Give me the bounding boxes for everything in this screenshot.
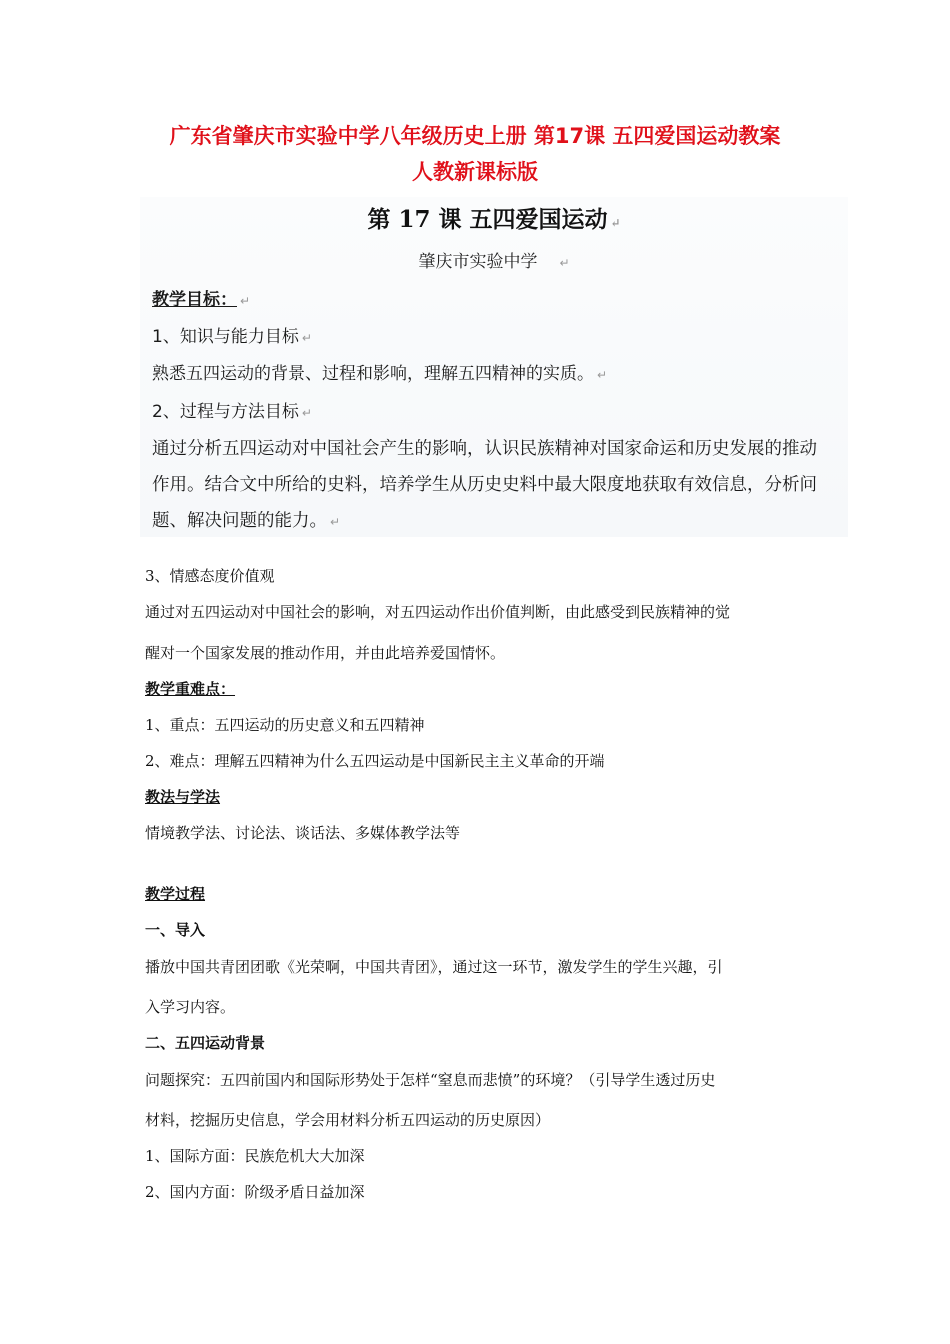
goal3-title: 3、情感态度价值观 [145,567,275,585]
document-title-line1: 广东省肇庆市实验中学八年级历史上册 第17课 五四爱国运动教案 [169,124,781,148]
paragraph-mark: ↵ [610,216,621,230]
paragraph-mark: ↵ [240,294,251,308]
key-points-heading: 教学重难点： [145,680,236,698]
lesson-title [140,205,848,238]
goal2-title-row [152,399,312,426]
section1-text-line1: 播放中国共青团团歌《光荣啊，中国共青团》，通过这一环节，激发学生的学生兴趣，引 [145,958,723,976]
section2-item-2: 2、国内方面：阶级矛盾日益加深 [145,1183,365,1201]
process-heading: 教学过程 [145,885,206,903]
paragraph-mark: ↵ [330,515,341,529]
section2-text-line1: 问题探究：五四前国内和国际形势处于怎样“窒息而悲愤”的环境？（引导学生透过历史 [145,1071,716,1089]
goal1-text: 熟悉五四运动的背景、过程和影响，理解五四精神的实质。 [152,364,594,384]
goals-heading: 教学目标： [152,290,237,310]
goal3-text-line2: 醒对一个国家发展的推动作用，并由此培养爱国情怀。 [145,644,506,662]
section2-text-line2: 材料，挖掘历史信息，学会用材料分析五四运动的历史原因） [145,1111,551,1129]
goal2-text [152,431,824,540]
paragraph-mark: ↵ [301,406,312,420]
paragraph-mark: ↵ [301,331,312,345]
section2-heading: 二、五四运动背景 [145,1034,266,1052]
school-name [140,250,848,275]
key-point-2: 2、难点：理解五四精神为什么五四运动是中国新民主主义革命的开端 [145,752,605,770]
lesson-title-text: 第 17 课 五四爱国运动 [367,206,608,233]
scanned-excerpt [140,197,848,537]
key-point-1: 1、重点：五四运动的历史意义和五四精神 [145,716,425,734]
paragraph-mark: ↵ [597,368,608,382]
section1-heading: 一、导入 [145,921,206,939]
methods-heading: 教法与学法 [145,788,221,806]
goal2-title: 2、过程与方法目标 [152,402,299,422]
section2-item-1: 1、国际方面：民族危机大大加深 [145,1147,365,1165]
methods-text: 情境教学法、讨论法、谈话法、多媒体教学法等 [145,824,461,842]
paragraph-mark: ↵ [559,256,570,270]
goal1-text-row [152,361,607,388]
goal3-text-line1: 通过对五四运动对中国社会的影响，对五四运动作出价值判断，由此感受到民族精神的觉 [145,603,731,621]
section1-text-line2: 入学习内容。 [145,998,236,1016]
school-name-text: 肇庆市实验中学 [418,252,538,272]
goal2-text-content: 通过分析五四运动对中国社会产生的影响，认识民族精神对国家命运和历史发展的推动作用。结合文中所给的史料，培养学生从历史史料中最大限度地获取有效信息，分析问题、解决问题的能力。 [152,439,817,531]
goal1-title-row [152,324,312,351]
document-title-line2: 人教新课标版 [412,160,538,184]
goals-heading-row [152,287,250,314]
goal1-title: 1、知识与能力目标 [152,327,299,347]
